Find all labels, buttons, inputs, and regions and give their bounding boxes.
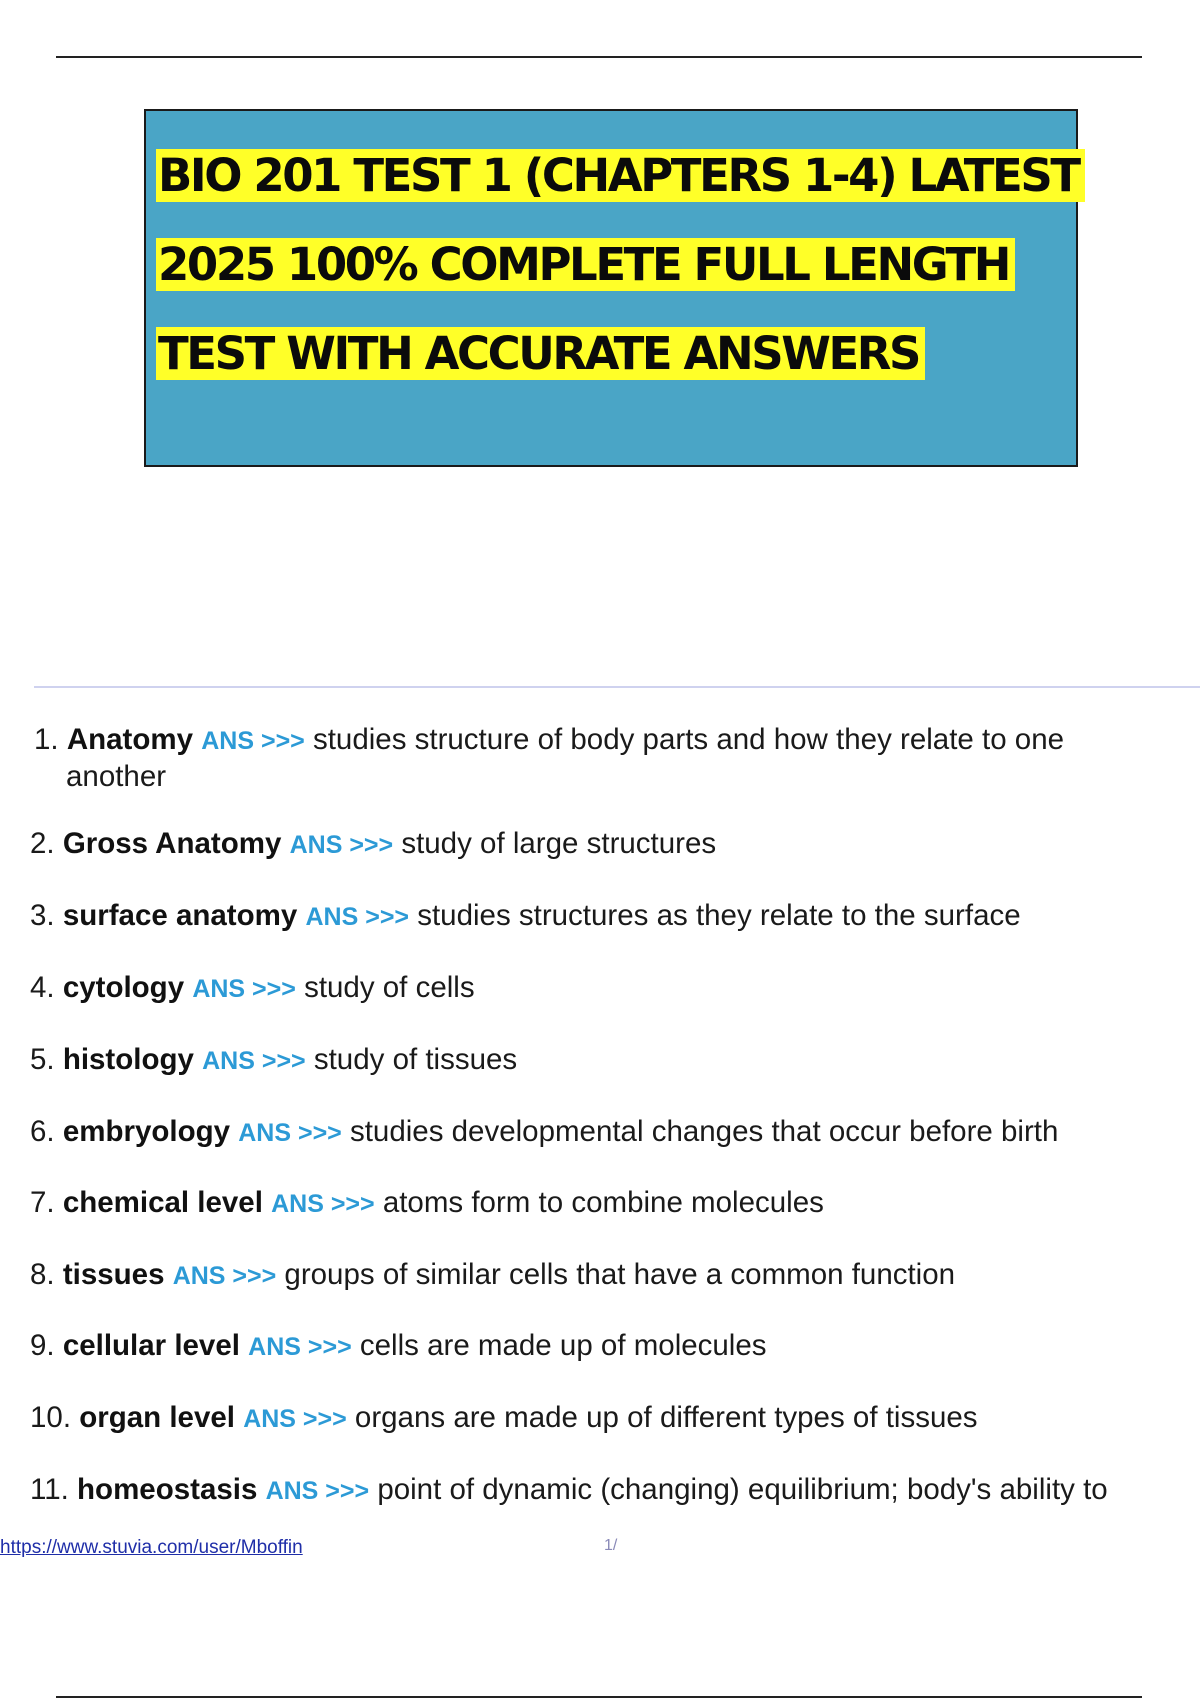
item-number: 5. bbox=[30, 1043, 55, 1076]
answer-marker: ANS >>> bbox=[305, 903, 410, 931]
list-item bbox=[30, 970, 475, 1007]
answer-marker: ANS >>> bbox=[248, 1333, 352, 1361]
answer-marker: ANS >>> bbox=[243, 1405, 347, 1433]
list-item bbox=[30, 1257, 955, 1294]
answer-marker: ANS >>> bbox=[202, 1047, 306, 1075]
answer-marker: ANS >>> bbox=[271, 1190, 375, 1218]
list-item bbox=[30, 1114, 1058, 1151]
item-term: tissues bbox=[62, 1258, 165, 1291]
item-term: Anatomy bbox=[66, 723, 194, 756]
list-item bbox=[30, 1472, 1108, 1509]
title-line-3 bbox=[156, 323, 1070, 385]
answer-marker: ANS >>> bbox=[192, 975, 296, 1003]
item-number: 4. bbox=[30, 971, 55, 1004]
item-definition: groups of similar cells that have a common function bbox=[284, 1258, 956, 1291]
list-item bbox=[30, 1328, 767, 1365]
item-definition: organs are made up of different types of tissues bbox=[354, 1401, 978, 1434]
item-number: 1. bbox=[34, 723, 59, 756]
item-term: homeostasis bbox=[77, 1473, 258, 1506]
item-definition: atoms form to combine molecules bbox=[382, 1186, 824, 1219]
item-definition: study of large structures bbox=[401, 827, 717, 860]
item-term: chemical level bbox=[62, 1186, 263, 1219]
footer-source-link[interactable]: https://www.stuvia.com/user/Mboffin bbox=[0, 1537, 303, 1558]
answer-marker: ANS >>> bbox=[238, 1119, 342, 1147]
section-separator bbox=[34, 686, 1200, 688]
item-definition: cells are made up of molecules bbox=[359, 1329, 767, 1362]
item-definition: studies structures as they relate to the surface bbox=[417, 899, 1021, 932]
list-item bbox=[30, 1185, 824, 1222]
title-line-1 bbox=[156, 145, 1079, 207]
item-number: 8. bbox=[30, 1258, 55, 1291]
item-definition: study of cells bbox=[304, 971, 475, 1004]
title-banner bbox=[144, 109, 1078, 467]
item-definition-continuation: another bbox=[66, 760, 167, 793]
item-term: Gross Anatomy bbox=[62, 827, 282, 860]
item-number: 7. bbox=[30, 1186, 55, 1219]
item-term: surface anatomy bbox=[62, 899, 298, 932]
list-item bbox=[30, 826, 716, 863]
answer-marker: ANS >>> bbox=[289, 831, 394, 859]
item-number: 11. bbox=[30, 1473, 69, 1506]
item-number: 10. bbox=[30, 1401, 72, 1434]
title-text-1: BIO 201 TEST 1 (CHAPTERS 1-4) LATEST bbox=[156, 149, 1085, 202]
answer-marker: ANS >>> bbox=[172, 1262, 277, 1290]
title-line-2 bbox=[156, 234, 1070, 296]
item-definition: study of tissues bbox=[313, 1043, 518, 1076]
item-term: histology bbox=[62, 1043, 194, 1076]
item-term: organ level bbox=[79, 1401, 235, 1434]
list-item bbox=[30, 1042, 517, 1079]
item-term: cellular level bbox=[62, 1329, 240, 1362]
item-term: cytology bbox=[62, 971, 185, 1004]
answer-marker: ANS >>> bbox=[201, 727, 305, 755]
title-lines bbox=[156, 145, 1079, 412]
title-text-2: 2025 100% COMPLETE FULL LENGTH bbox=[156, 238, 1015, 291]
top-rule bbox=[56, 56, 1142, 58]
list-item bbox=[34, 722, 1064, 794]
item-definition: studies developmental changes that occur before birth bbox=[349, 1115, 1059, 1148]
item-number: 3. bbox=[30, 899, 55, 932]
item-definition: point of dynamic (changing) equilibrium; body's ability to bbox=[377, 1473, 1108, 1506]
list-item bbox=[30, 898, 1021, 935]
list-item bbox=[30, 1400, 978, 1437]
bottom-rule bbox=[56, 1696, 1142, 1698]
answer-marker: ANS >>> bbox=[265, 1477, 370, 1505]
item-number: 9. bbox=[30, 1329, 55, 1362]
title-text-3: TEST WITH ACCURATE ANSWERS bbox=[156, 327, 925, 380]
page-number: 1/ bbox=[604, 1537, 618, 1554]
item-number: 2. bbox=[30, 827, 55, 860]
item-definition: studies structure of body parts and how they relate to one bbox=[312, 723, 1065, 756]
item-term: embryology bbox=[62, 1115, 231, 1148]
item-number: 6. bbox=[30, 1115, 55, 1148]
